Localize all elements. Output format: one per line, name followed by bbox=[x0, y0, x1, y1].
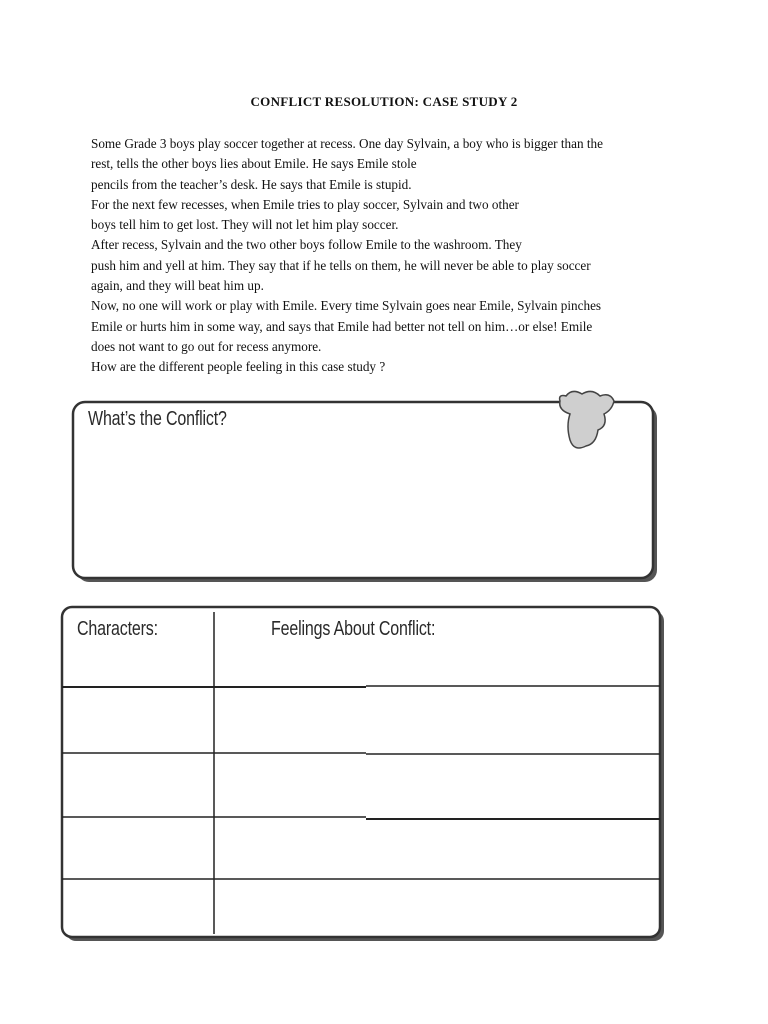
page-title: CONFLICT RESOLUTION: CASE STUDY 2 bbox=[250, 94, 518, 109]
story-line: For the next few recesses, when Emile tries to play soccer, Sylvain and two other bbox=[91, 196, 519, 212]
feelings-heading: Feelings About Conflict: bbox=[271, 618, 436, 640]
characters-table bbox=[62, 607, 660, 937]
story-line: push him and yell at him. They say that if he tells on them, he will never be able to play soccer bbox=[91, 257, 591, 273]
story-line: How are the different people feeling in this case study ? bbox=[91, 359, 386, 375]
story-line: does not want to go out for recess anymore. bbox=[91, 338, 322, 354]
story-line: again, and they will beat him up. bbox=[91, 278, 264, 294]
story-line: After recess, Sylvain and the two other boys follow Emile to the washroom. They bbox=[91, 237, 522, 253]
story-line: Some Grade 3 boys play soccer together at recess. One day Sylvain, a boy who is bigger than the bbox=[91, 136, 603, 151]
characters-heading: Characters: bbox=[77, 618, 158, 640]
story-line: Emile or hurts him in some way, and says that Emile had better not tell on him…or else! Emile bbox=[91, 318, 593, 334]
story-line: pencils from the teacher’s desk. He says that Emile is stupid. bbox=[91, 176, 412, 192]
conflict-heading: What’s the Conflict? bbox=[88, 408, 227, 430]
story-line: Now, no one will work or play with Emile. Every time Sylvain goes near Emile, Sylvain pinches bbox=[91, 298, 602, 314]
story-line: boys tell him to get lost. They will not let him play soccer. bbox=[91, 217, 399, 233]
story-line: rest, tells the other boys lies about Emile. He says Emile stole bbox=[91, 156, 417, 172]
